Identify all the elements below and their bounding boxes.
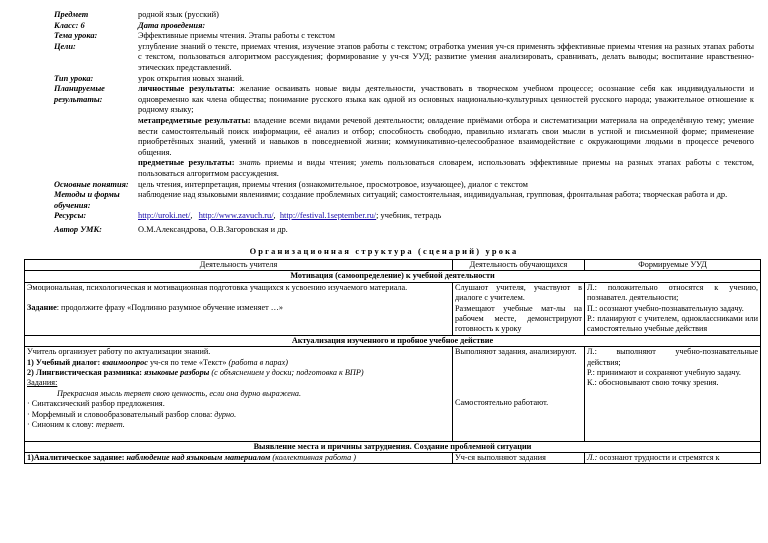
type-value: урок открытия новых знаний. — [138, 73, 245, 83]
s2-uud-1: Л.: выполняют учебно-познавательные действия; — [587, 347, 758, 367]
s2-dialog-topic: уч-ся по теме «Текст» — [147, 357, 229, 367]
s2-teacher-cell — [25, 347, 453, 441]
s1-students-1: Слушают учителя, участвуют в диалоге с учителем. — [455, 282, 582, 303]
topic-value: Эффективные приемы чтения. Этапы работы с текстом — [138, 31, 335, 41]
s2-task-3-word: теряет. — [95, 420, 125, 430]
subject-can: уметь — [360, 158, 384, 168]
s1-task-text: : продолжите фразу «Подлинно разумное обучение изменяет …» — [56, 303, 284, 313]
s3-students-cell: Уч-ся выполняют задания — [453, 452, 585, 463]
s2-uud-3: К.: обосновывают свою точку зрения. — [587, 378, 719, 388]
s2-teacher-2 — [27, 358, 450, 368]
s3-teacher-cell — [25, 452, 453, 463]
s1-uud-3: Р.: планируют с учителем, одноклассниками или самостоятельно учебные действия — [587, 314, 758, 334]
class-label: Класс: 6 — [54, 20, 85, 30]
author-value: О.М.Александрова, О.В.Загоровская и др. — [138, 224, 288, 234]
author-label: Автор УМК: — [54, 224, 102, 234]
results-value — [138, 84, 754, 179]
s2-teacher-3 — [27, 368, 450, 378]
s1-task — [27, 303, 450, 313]
s2-dialog-type: взаимоопрос — [102, 357, 148, 367]
s2-task-1: · Синтаксический разбор предложения. — [27, 399, 165, 409]
results-label: Планируемые результаты: — [54, 84, 105, 104]
subject-row — [54, 10, 754, 21]
s2-warmup-label: 2) Лингвистическая разминка: — [27, 368, 145, 378]
methods-label: Методы и формы обучения: — [54, 190, 120, 210]
personal-results-text: : желание осваивать новые виды деятельности, участвовать в творческом учебном процессе; осознание себя как индивидуальности и одновременно как члена общества; понимание русского языка как одной из основных национально-культурных ценностей русского народа; уважительное отношение к родному языку; — [138, 84, 754, 115]
link-zavuch[interactable]: http://www.zavuch.ru/ — [198, 211, 274, 221]
subject-value: родной язык (русский) — [138, 10, 219, 19]
s2-dialog-mode: (работа в парах) — [228, 357, 288, 367]
personal-results — [138, 84, 754, 116]
s3-uud-text: осознают трудности и стремятся к — [597, 452, 720, 462]
structure-title: Организационная структура (сценарий) урока — [249, 247, 519, 256]
link-uroki[interactable]: http://uroki.net/ — [138, 211, 191, 221]
header-students: Деятельность обучающихся — [453, 260, 585, 271]
s2-task-3 — [27, 420, 450, 430]
stage-row — [25, 335, 761, 346]
concepts-label: Основные понятия: — [54, 179, 129, 189]
s2-tasks-label: Задания: — [27, 378, 58, 388]
methods-row — [54, 190, 754, 211]
subject-tail: пользоваться словарем, использовать эффективные приемы на разных этапах работы с текстом, пользоваться алгоритмом рассуждения. — [138, 158, 754, 178]
table-row — [25, 452, 761, 463]
s3-task-type: наблюдение над языковым материалом — [126, 452, 271, 462]
s1-students-cell — [453, 282, 585, 335]
s2-task-2 — [27, 410, 450, 420]
s1-students-2: Размещают учебные мат-лы на рабочем месте, демонстрируют готовность к уроку — [455, 303, 582, 334]
s1-uud-1: Л.: положительно относятся к учению, познавател. деятельности; — [587, 282, 758, 303]
lesson-meta — [54, 10, 754, 235]
s2-task-3-text: · Синоним к слову: — [27, 420, 96, 430]
author-row — [54, 225, 754, 236]
link-festival[interactable]: http://festival.1september.ru/ — [279, 211, 377, 221]
stage-problem: Выявление места и причины затруднения. Создание проблемной ситуации — [25, 441, 761, 452]
resources-label: Ресурсы: — [54, 211, 87, 221]
date-label: Дата проведения: — [138, 20, 206, 30]
s3-task-mode: (коллективная работа ) — [270, 452, 356, 462]
meta-results-heading: метапредметные результаты: — [138, 115, 251, 125]
subject-know: знать — [239, 158, 261, 168]
methods-value: наблюдение над языковыми явлениями; создание проблемных ситуаций; самостоятельная, индивидуальная, групповая, фронтальная работа; творческая работа и др. — [138, 190, 728, 200]
s2-warmup-mode: (с объяснением у доски; подготовка к ВПР) — [209, 368, 364, 378]
header-uud: Формируемые УУД — [585, 260, 761, 271]
stage-row — [25, 441, 761, 452]
s1-uud-cell — [585, 282, 761, 335]
type-label: Тип урока: — [54, 73, 94, 83]
resources-row — [54, 211, 754, 222]
header-teacher: Деятельность учителя — [25, 260, 453, 271]
topic-row — [54, 31, 754, 42]
s1-teacher-cell — [25, 282, 453, 335]
s3-uud-label: Л.: — [587, 452, 598, 462]
s3-uud-cell — [585, 452, 761, 463]
subject-results-heading: предметные результаты: — [138, 158, 235, 168]
stage-actualization: Актуализация изученного и пробное учебное действие — [25, 335, 761, 346]
goals-row — [54, 42, 754, 74]
subject-mid: приемы и виды чтения; — [260, 158, 361, 168]
subject-results — [138, 158, 754, 179]
table-header-row — [25, 260, 761, 271]
s2-warmup-type: языковые разборы — [144, 368, 210, 378]
results-row — [54, 84, 754, 179]
stage-motivation: Мотивация (самоопределение) к учебной деятельности — [25, 271, 761, 282]
s2-students-2: Самостоятельно работают. — [455, 397, 549, 407]
s2-uud-cell — [585, 347, 761, 441]
topic-label: Тема урока: — [54, 31, 98, 41]
goals-value: углубление знаний о тексте, приемах чтения, изучение этапов работы с текстом; отработка умения уч-ся применять эффективные приемы чтения на разных этапах работы с текстом, пользоваться алгоритмом рассуждения; формирование у уч-ся УУД; развитие умения анализировать, сравнивать, делать выводы; воспитание нравственно-этических представлений. — [138, 41, 754, 72]
s3-task-label: 1)Аналитическое задание: — [27, 452, 127, 462]
meta-results-text: владение всеми видами речевой деятельности; овладение приёмами отбора и систематизации материала на определённую тему; умение вести самостоятельный поиск информации, её анализ и отбор; способность свободно, правильно излагать свои мысли в устной и письменной форме; применение приобретённых знаний, умений и навыков в повседневной жизни; коммуникативно-целесообразное взаимодействие с окружающими людьми в процессе речевого общения. — [138, 115, 755, 157]
resources-tail: ; учебник, тетрадь — [376, 211, 442, 221]
s1-teacher-text: Эмоциональная, психологическая и мотивационная подготовка учащихся к усвоению изучаемого материала. — [27, 282, 408, 292]
goals-label: Цели: — [54, 41, 76, 51]
table-row — [25, 347, 761, 441]
s2-dialog-label: 1) Учебный диалог: — [27, 357, 103, 367]
concepts-row — [54, 180, 754, 191]
s2-teacher-1: Учитель организует работу по актуализации знаний. — [27, 347, 211, 357]
lesson-table — [24, 259, 761, 464]
subject-label: Предмет — [54, 10, 89, 19]
personal-results-heading: личностные результаты — [138, 84, 233, 94]
table-row — [25, 282, 761, 335]
s1-task-label: Задание — [27, 303, 57, 313]
class-row — [54, 21, 754, 32]
type-row — [54, 74, 754, 85]
concepts-value: цель чтения, интерпретация, приемы чтения (ознакомительное, просмотровое, изучающее), диалог с текстом — [138, 179, 528, 189]
stage-row — [25, 271, 761, 282]
meta-results — [138, 116, 754, 158]
s2-uud-2: Р.: принимают и сохраняют учебную задачу. — [587, 368, 741, 378]
s2-task-2-word: дурно. — [214, 409, 237, 419]
s2-students-cell — [453, 347, 585, 441]
s2-task-2-text: · Морфемный и словообразовательный разбор слова: — [27, 409, 215, 419]
s2-students-1: Выполняют задания, анализируют. — [455, 347, 577, 357]
s2-sentence: Прекрасная мысль теряет свою ценность, если она дурно выражена. — [57, 388, 302, 398]
s1-uud-2: П.: осознают учебно-познавательную задачу. — [587, 303, 744, 313]
resources-value: http://uroki.net/, http://www.zavuch.ru/, http://festival.1september.ru/; учебник, тетрадь — [138, 211, 442, 221]
